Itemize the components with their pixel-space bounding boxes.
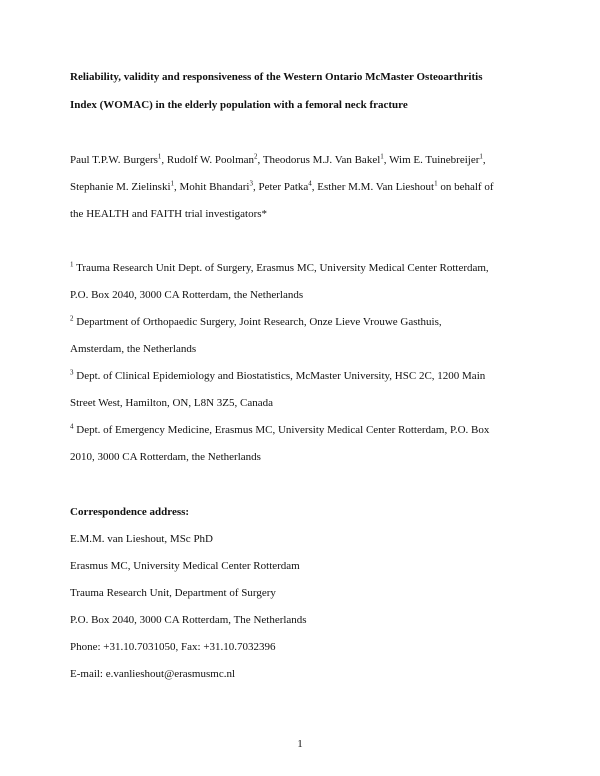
affiliation-3-line-1 [70, 369, 485, 383]
affiliation-text: Dept. of Clinical Epidemiology and Biostatistics, McMaster University, HSC 2C, 1200 Main [76, 370, 486, 382]
author-name: Paul T.P.W. Burgers [70, 154, 158, 166]
paper-title-line-1: Reliability, validity and responsiveness of the Western Ontario McMaster Osteoarthritis [70, 71, 483, 83]
affiliation-3-line-2: Street West, Hamilton, ON, L8N 3Z5, Canada [70, 397, 273, 409]
affiliation-2-line-2: Amsterdam, the Netherlands [70, 343, 197, 355]
affiliation-text: Trauma Research Unit Dept. of Surgery, Erasmus MC, University Medical Center Rotterdam, [76, 262, 489, 274]
author-name: Theodorus M.J. Van Bakel [262, 154, 381, 166]
affiliation-marker: 2 [70, 314, 74, 323]
correspondence-email: E-mail: e.vanlieshout@erasmusmc.nl [70, 668, 236, 680]
affiliation-marker: 1 [70, 260, 74, 269]
affiliation-text: Department of Orthopaedic Surgery, Joint Research, Onze Lieve Vrouwe Gasthuis, [76, 316, 442, 328]
author-affiliation-marker: 1 [434, 179, 438, 188]
affiliation-2-line-1 [70, 315, 442, 329]
author-name: Peter Patka [258, 181, 309, 193]
correspondence-name: E.M.M. van Lieshout, MSc PhD [70, 533, 213, 545]
correspondence-unit: Trauma Research Unit, Department of Surgery [70, 587, 276, 599]
author-line-1: Paul T.P.W. Burgers$^1$, Rudolf W. Poolman$^2$, Theodorus M.J. Van Bakel$^1$, Wim E. Tuinebreijer$^1$, [70, 152, 486, 166]
affiliation-1-line-1 [70, 261, 489, 275]
author-name: Rudolf W. Poolman [166, 154, 255, 166]
page-number: 1 [297, 738, 303, 750]
author-affiliation-marker: 4 [308, 179, 312, 188]
affiliation-marker: 4 [70, 422, 74, 431]
author-affiliation-marker: 1 [157, 152, 162, 161]
author-affiliation-marker: 1 [380, 152, 384, 161]
author-name: Esther M.M. Van Lieshout [317, 181, 435, 193]
author-name: Mohit Bhandari [179, 181, 250, 193]
author-affiliation-marker: 3 [249, 179, 253, 188]
affiliation-1-line-2: P.O. Box 2040, 3000 CA Rotterdam, the Netherlands [70, 289, 304, 301]
author-line-2: Stephanie M. Zielinski$^1$, Mohit Bhandari$^3$, Peter Patka$^4$, Esther M.M. Van Lieshout$^1$ on behalf of [70, 179, 494, 193]
on-behalf-text: on behalf of [437, 181, 494, 193]
affiliation-4-line-2: 2010, 3000 CA Rotterdam, the Netherlands [70, 451, 261, 463]
author-affiliation-marker: 1 [479, 152, 483, 161]
author-affiliation-marker: 2 [254, 152, 258, 161]
author-affiliation-marker: 1 [170, 179, 175, 188]
correspondence-phone-fax: Phone: +31.10.7031050, Fax: +31.10.7032396 [70, 641, 276, 653]
correspondence-institution: Erasmus MC, University Medical Center Rotterdam [70, 560, 300, 572]
affiliation-4-line-1 [70, 423, 489, 437]
correspondence-address: P.O. Box 2040, 3000 CA Rotterdam, The Netherlands [70, 614, 307, 626]
author-line-3: the HEALTH and FAITH trial investigators* [70, 208, 268, 220]
paper-title-line-2: Index (WOMAC) in the elderly population with a femoral neck fracture [70, 99, 408, 111]
correspondence-heading: Correspondence address: [70, 506, 190, 518]
affiliation-text: Dept. of Emergency Medicine, Erasmus MC, University Medical Center Rotterdam, P.O. Box [76, 424, 490, 436]
affiliation-marker: 3 [70, 368, 74, 377]
author-name: Wim E. Tuinebreijer [389, 154, 480, 166]
author-name: Stephanie M. Zielinski [70, 181, 171, 193]
